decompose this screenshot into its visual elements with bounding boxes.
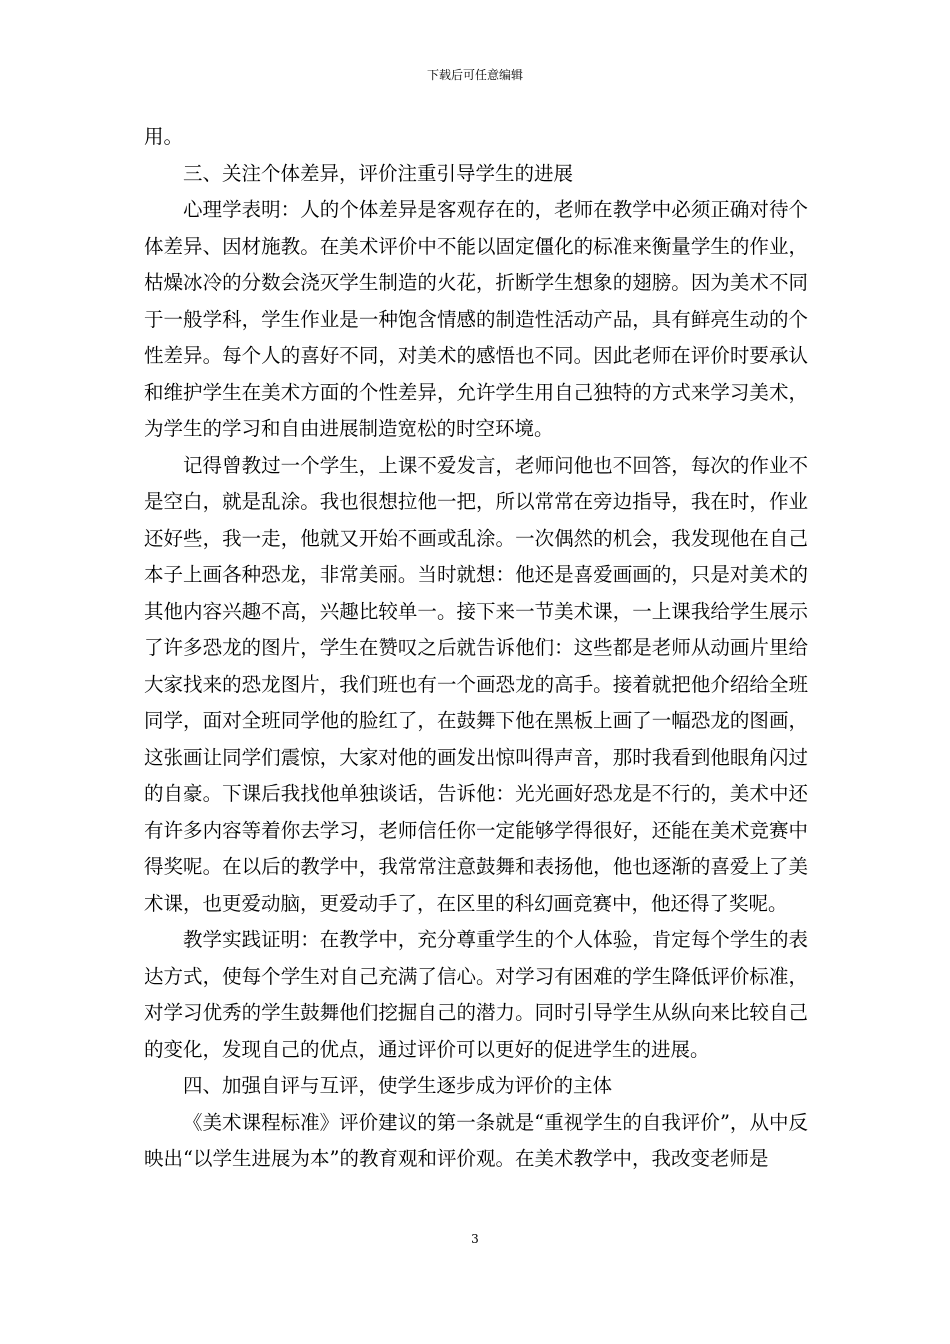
paragraph-curriculum: 《美术课程标准》评价建议的第一条就是“重视学生的自我评价”，从中反映出“以学生进展为本”的教育观和评价观。在美术教学中，我改变老师是 (144, 1110, 808, 1170)
page-number: 3 (471, 1232, 479, 1246)
page-header: 下载后可任意编辑 (426, 68, 523, 82)
paragraph-practice: 教学实践证明：在教学中，充分尊重学生的个人体验，肯定每个学生的表达方式，使每个学生对自己充满了信心。对学习有困难的学生降低评价标准，对学习优秀的学生鼓舞他们挖掘自己的潜力。同时引导学生从纵向来比较自己的变化，发现自己的优点，通过评价可以更好的促进学生的进展。 (144, 928, 808, 1061)
section-heading-3: 三、关注个体差异，评价注重引导学生的进展 (183, 161, 574, 185)
paragraph-psychology: 心理学表明：人的个体差异是客观存在的，老师在教学中必须正确对待个体差异、因材施教。在美术评价中不能以固定僵化的标准来衡量学生的作业，枯燥冰冷的分数会浇灭学生制造的火花，折断学生想象的翅膀。因为美术不同于一般学科，学生作业是一种饱含情感的制造性活动产品，具有鲜亮生动的个性差异。每个人的喜好不同，对美术的感悟也不同。因此老师在评价时要承认和维护学生在美术方面的个性差异，允许学生用自己独特的方式来学习美术，为学生的学习和自由进展制造宽松的时空环境。 (144, 198, 808, 440)
section-heading-4: 四、加强自评与互评，使学生逐步成为评价的主体 (183, 1074, 613, 1097)
paragraph-anecdote: 记得曾教过一个学生，上课不爱发言，老师问他也不回答，每次的作业不是空白，就是乱涂。我也很想拉他一把，所以常常在旁边指导，我在时，作业还好些，我一走，他就又开始不画或乱涂。一次偶然的机会，我发现他在自己本子上画各种恐龙，非常美丽。当时就想：他还是喜爱画画的，只是对美术的其他内容兴趣不高，兴趣比较单一。接下来一节美术课，一上课我给学生展示了许多恐龙的图片，学生在赞叹之后就告诉他们：这些都是老师从动画片里给大家找来的恐龙图片，我们班也有一个画恐龙的高手。接着就把他介绍给全班同学，面对全班同学他的脸红了，在鼓舞下他在黑板上画了一幅恐龙的图画，这张画让同学们震惊，大家对他的画发出惊叫得声音，那时我看到他眼角闪过的自豪。下课后我找他单独谈话，告诉他：光光画好恐龙是不行的，美术中还有许多内容等着你去学习，老师信任你一定能够学得很好，还能在美术竞赛中得奖呢。在以后的教学中，我常常注意鼓舞和表扬他，他也逐渐的喜爱上了美术课，也更爱动脑，更爱动手了，在区里的科幻画竞赛中，他还得了奖呢。 (144, 453, 808, 915)
document-body (144, 119, 808, 1178)
paragraph-continuation: 用。 (144, 125, 184, 148)
